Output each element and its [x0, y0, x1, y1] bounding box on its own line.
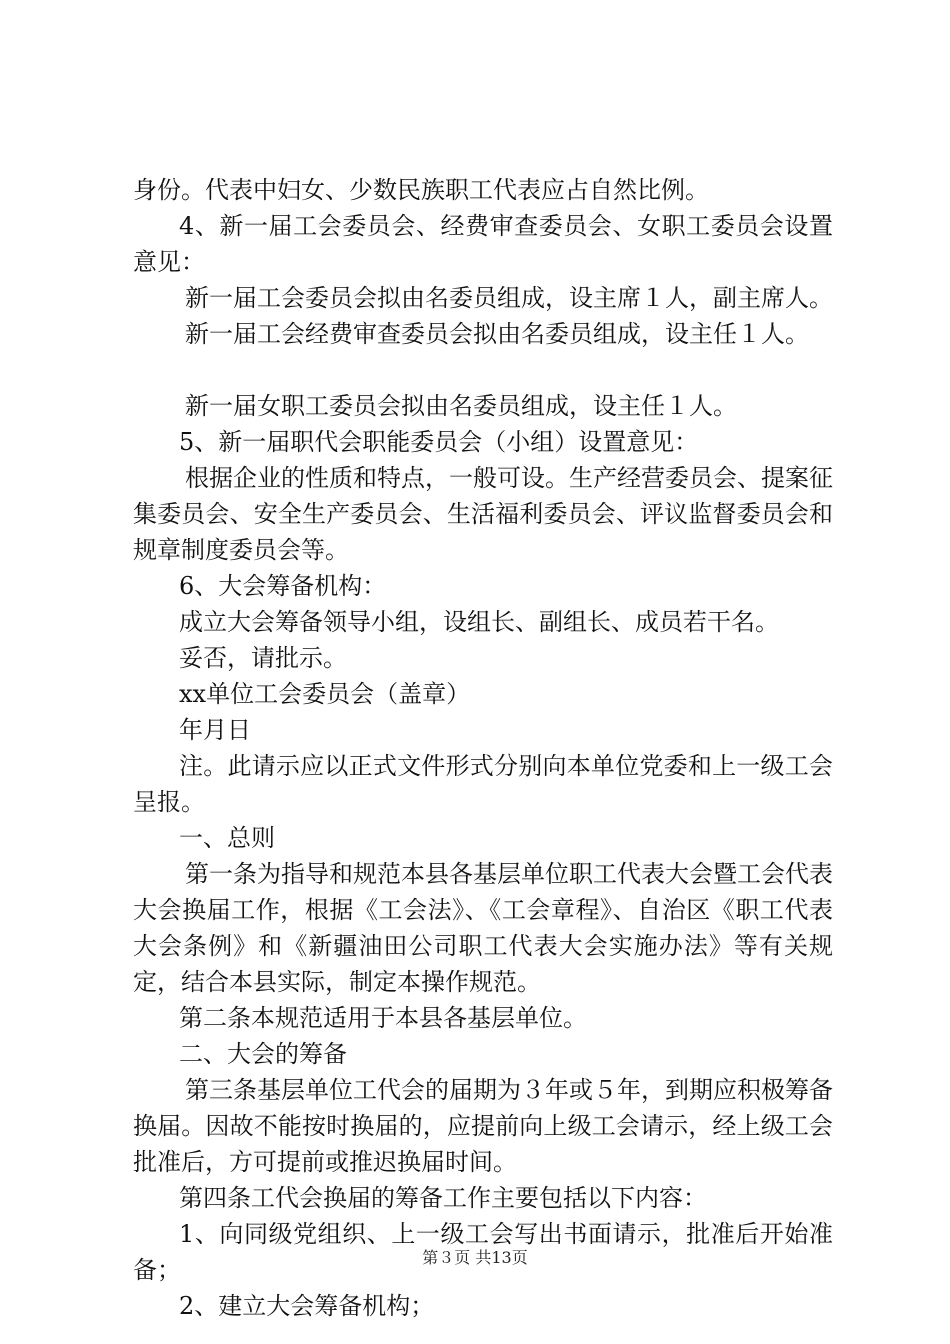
- signature-line: xx单位工会委员会（盖章）: [179, 680, 471, 708]
- paragraph: 第三条基层单位工代会的届期为３年或５年，到期应积极筹备换届。因故不能按时换届的，应提前向上级工会请示，经上级工会批准后，方可提前或推迟换届时间。: [133, 1076, 833, 1176]
- paragraph: 身份。代表中妇女、少数民族职工代表应占自然比例。: [133, 176, 709, 204]
- paragraph: 2、建立大会筹备机构；: [179, 1292, 435, 1320]
- paragraph: 新一届工会委员会拟由名委员组成，设主席１人，副主席人。: [185, 284, 833, 312]
- page-number: 第３页 共13页: [422, 1248, 528, 1267]
- paragraph: 妥否，请批示。: [179, 644, 347, 672]
- paragraph: 新一届工会经费审查委员会拟由名委员组成，设主任１人。: [185, 320, 809, 348]
- paragraph: 6、大会筹备机构：: [179, 572, 387, 600]
- document-body: [133, 172, 833, 1324]
- section-heading: 二、大会的筹备: [179, 1040, 347, 1068]
- date-line: 年月日: [179, 716, 251, 744]
- paragraph: 注。此请示应以正式文件形式分别向本单位党委和上一级工会呈报。: [133, 752, 833, 816]
- paragraph: 新一届女职工委员会拟由名委员组成，设主任１人。: [185, 392, 737, 420]
- section-heading: 一、总则: [179, 824, 275, 852]
- paragraph: 成立大会筹备领导小组，设组长、副组长、成员若干名。: [179, 608, 779, 636]
- paragraph: 第二条本规范适用于本县各基层单位。: [179, 1004, 587, 1032]
- paragraph: 4、新一届工会委员会、经费审查委员会、女职工委员会设置意见：: [133, 212, 833, 276]
- paragraph: 第一条为指导和规范本县各基层单位职工代表大会暨工会代表大会换届工作，根据《工会法》、《工会章程》、自治区《职工代表大会条例》和《新疆油田公司职工代表大会实施办法》等有关规定，结合本县实际，制定本操作规范。: [133, 860, 833, 996]
- paragraph: 第四条工代会换届的筹备工作主要包括以下内容：: [179, 1184, 707, 1212]
- paragraph: 根据企业的性质和特点，一般可设。生产经营委员会、提案征集委员会、安全生产委员会、生活福利委员会、评议监督委员会和规章制度委员会等。: [133, 464, 833, 564]
- paragraph: 1、向同级党组织、上一级工会写出书面请示，批准后开始准备；: [133, 1220, 833, 1284]
- paragraph: 5、新一届职代会职能委员会（小组）设置意见：: [179, 428, 699, 456]
- blank-line: [133, 352, 833, 388]
